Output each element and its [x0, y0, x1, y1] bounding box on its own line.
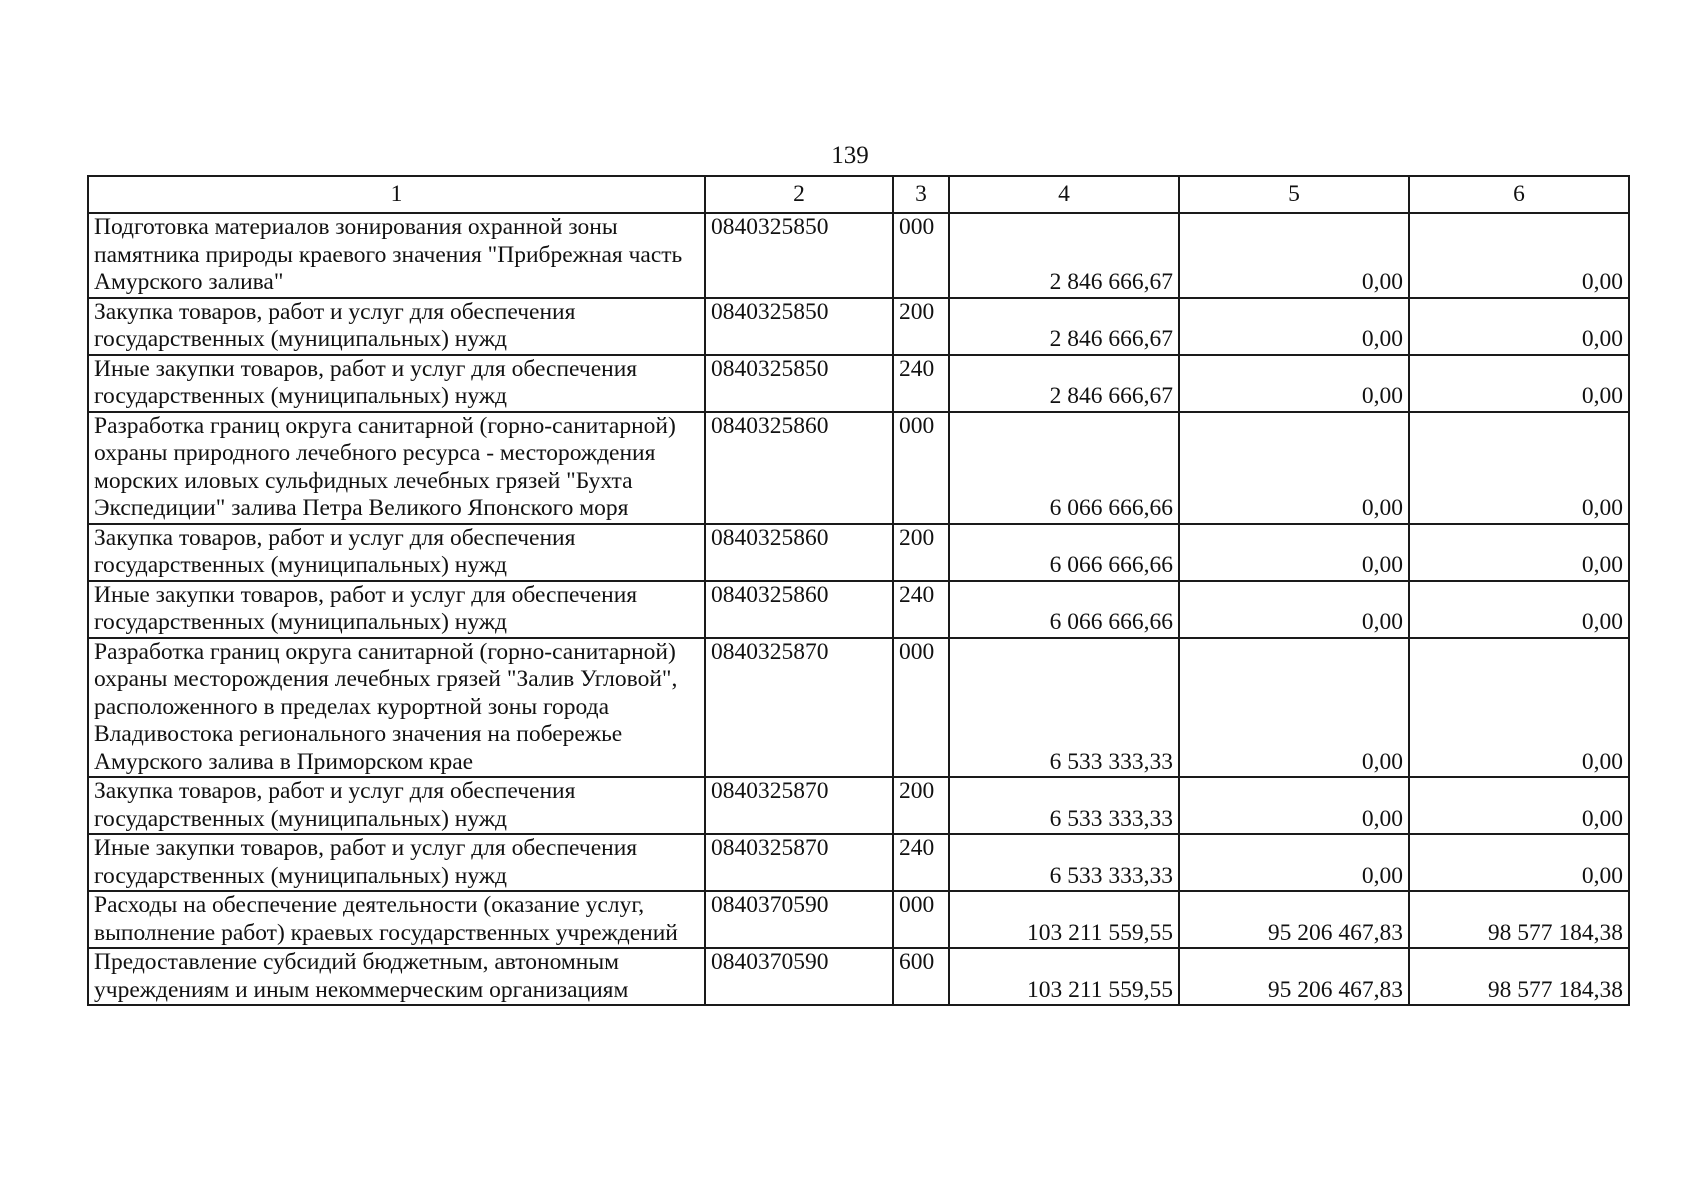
- expense-type-code: 000: [893, 638, 949, 778]
- column-header-2: 2: [705, 176, 893, 213]
- expense-name: Предоставление субсидий бюджетным, автономным учреждениям и иным некоммерческим организациям: [88, 948, 705, 1005]
- amount-col-4: 2 846 666,67: [949, 355, 1179, 412]
- target-article-code: 0840370590: [705, 948, 893, 1005]
- amount-col-4: 103 211 559,55: [949, 948, 1179, 1005]
- amount-col-4: 6 533 333,33: [949, 638, 1179, 778]
- column-header-4: 4: [949, 176, 1179, 213]
- expense-type-code: 000: [893, 412, 949, 524]
- table-row: [88, 213, 1629, 298]
- amount-col-5: 95 206 467,83: [1179, 891, 1409, 948]
- budget-table: [87, 175, 1630, 1006]
- target-article-code: 0840325850: [705, 213, 893, 298]
- table-row: [88, 948, 1629, 1005]
- expense-name: Разработка границ округа санитарной (горно-санитарной) охраны месторождения лечебных грязей "Залив Угловой", расположенного в пределах курортной зоны города Владивостока регионального значения на побережье Амурского залива в Приморском крае: [88, 638, 705, 778]
- target-article-code: 0840325870: [705, 834, 893, 891]
- target-article-code: 0840325860: [705, 412, 893, 524]
- table-row: [88, 891, 1629, 948]
- amount-col-5: 0,00: [1179, 355, 1409, 412]
- target-article-code: 0840325860: [705, 581, 893, 638]
- amount-col-5: 0,00: [1179, 298, 1409, 355]
- table-row: [88, 412, 1629, 524]
- table-row: [88, 638, 1629, 778]
- table-row: [88, 298, 1629, 355]
- expense-name: Закупка товаров, работ и услуг для обеспечения государственных (муниципальных) нужд: [88, 298, 705, 355]
- amount-col-5: 0,00: [1179, 638, 1409, 778]
- amount-col-5: 0,00: [1179, 777, 1409, 834]
- column-header-5: 5: [1179, 176, 1409, 213]
- target-article-code: 0840325870: [705, 777, 893, 834]
- expense-type-code: 240: [893, 834, 949, 891]
- expense-type-code: 240: [893, 355, 949, 412]
- amount-col-4: 6 066 666,66: [949, 581, 1179, 638]
- amount-col-5: 0,00: [1179, 524, 1409, 581]
- amount-col-6: 0,00: [1409, 355, 1629, 412]
- expense-name: Иные закупки товаров, работ и услуг для обеспечения государственных (муниципальных) нужд: [88, 581, 705, 638]
- amount-col-4: 6 533 333,33: [949, 834, 1179, 891]
- amount-col-4: 2 846 666,67: [949, 298, 1179, 355]
- amount-col-4: 6 533 333,33: [949, 777, 1179, 834]
- amount-col-6: 0,00: [1409, 213, 1629, 298]
- table-row: [88, 834, 1629, 891]
- expense-name: Разработка границ округа санитарной (горно-санитарной) охраны природного лечебного ресурса - месторождения морских иловых сульфидных лечебных грязей "Бухта Экспедиции" залива Петра Великого Японского моря: [88, 412, 705, 524]
- amount-col-4: 103 211 559,55: [949, 891, 1179, 948]
- amount-col-6: 0,00: [1409, 777, 1629, 834]
- table-header-row: [88, 176, 1629, 213]
- expense-name: Иные закупки товаров, работ и услуг для обеспечения государственных (муниципальных) нужд: [88, 355, 705, 412]
- amount-col-6: 98 577 184,38: [1409, 948, 1629, 1005]
- amount-col-6: 0,00: [1409, 834, 1629, 891]
- expense-type-code: 000: [893, 891, 949, 948]
- amount-col-5: 95 206 467,83: [1179, 948, 1409, 1005]
- table-row: [88, 777, 1629, 834]
- expense-name: Расходы на обеспечение деятельности (оказание услуг, выполнение работ) краевых государственных учреждений: [88, 891, 705, 948]
- column-header-3: 3: [893, 176, 949, 213]
- expense-name: Подготовка материалов зонирования охранной зоны памятника природы краевого значения "Прибрежная часть Амурского залива": [88, 213, 705, 298]
- target-article-code: 0840325850: [705, 298, 893, 355]
- expense-type-code: 200: [893, 777, 949, 834]
- amount-col-6: 0,00: [1409, 524, 1629, 581]
- expense-type-code: 200: [893, 524, 949, 581]
- amount-col-5: 0,00: [1179, 834, 1409, 891]
- amount-col-6: 98 577 184,38: [1409, 891, 1629, 948]
- amount-col-6: 0,00: [1409, 412, 1629, 524]
- amount-col-6: 0,00: [1409, 581, 1629, 638]
- amount-col-6: 0,00: [1409, 638, 1629, 778]
- table-row: [88, 581, 1629, 638]
- expense-name: Закупка товаров, работ и услуг для обеспечения государственных (муниципальных) нужд: [88, 524, 705, 581]
- expense-type-code: 000: [893, 213, 949, 298]
- target-article-code: 0840370590: [705, 891, 893, 948]
- table-row: [88, 355, 1629, 412]
- page-number: 139: [831, 142, 869, 169]
- table-row: [88, 524, 1629, 581]
- expense-name: Закупка товаров, работ и услуг для обеспечения государственных (муниципальных) нужд: [88, 777, 705, 834]
- target-article-code: 0840325850: [705, 355, 893, 412]
- target-article-code: 0840325870: [705, 638, 893, 778]
- expense-name: Иные закупки товаров, работ и услуг для обеспечения государственных (муниципальных) нужд: [88, 834, 705, 891]
- expense-type-code: 200: [893, 298, 949, 355]
- amount-col-5: 0,00: [1179, 412, 1409, 524]
- amount-col-4: 6 066 666,66: [949, 524, 1179, 581]
- amount-col-4: 6 066 666,66: [949, 412, 1179, 524]
- expense-type-code: 240: [893, 581, 949, 638]
- expense-type-code: 600: [893, 948, 949, 1005]
- column-header-1: 1: [88, 176, 705, 213]
- amount-col-4: 2 846 666,67: [949, 213, 1179, 298]
- target-article-code: 0840325860: [705, 524, 893, 581]
- amount-col-5: 0,00: [1179, 213, 1409, 298]
- amount-col-6: 0,00: [1409, 298, 1629, 355]
- column-header-6: 6: [1409, 176, 1629, 213]
- amount-col-5: 0,00: [1179, 581, 1409, 638]
